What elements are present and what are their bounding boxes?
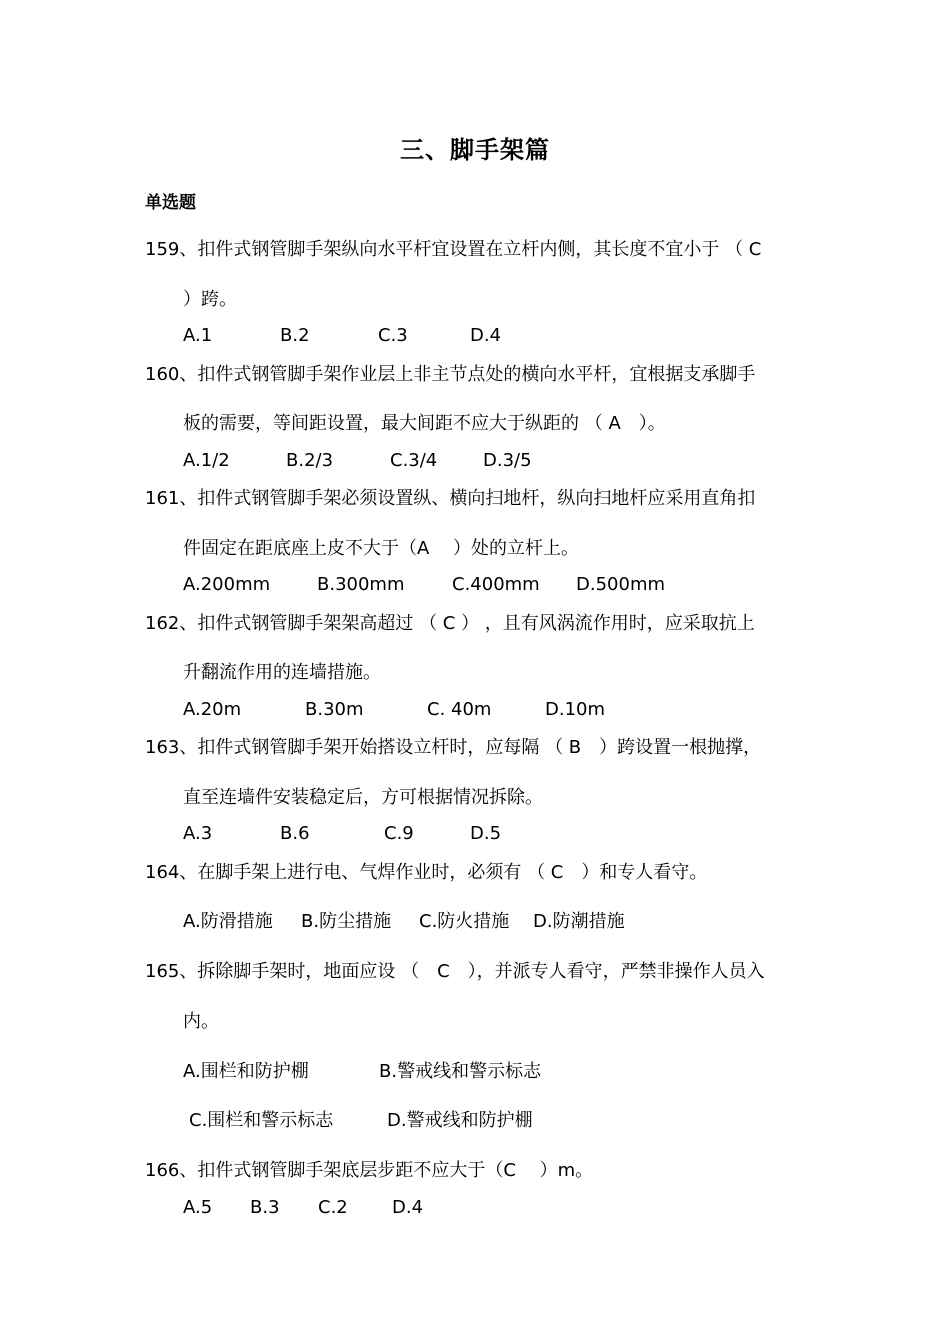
option-c: C.2 <box>318 1197 348 1218</box>
option-a: A.1 <box>183 325 213 346</box>
option-d: D.4 <box>392 1197 424 1218</box>
question-stem: 164、在脚手架上进行电、气焊作业时，必须有 （ C ）和专人看守。 <box>145 862 708 883</box>
question-stem-continuation: 板的需要，等间距设置，最大间距不应大于纵距的 （ A ）。 <box>183 413 666 434</box>
question-stem: 163、扣件式钢管脚手架开始搭设立杆时，应每隔 （ B ）跨设置一根抛撑， <box>145 737 762 758</box>
option-d: D.防潮措施 <box>533 911 625 932</box>
option-b: B.2 <box>280 325 310 346</box>
option-b: B.防尘措施 <box>301 911 392 932</box>
question-stem: 165、拆除脚手架时，地面应设 （ C ），并派专人看守，严禁非操作人员入 <box>145 961 765 982</box>
option-b: B.300mm <box>317 574 405 595</box>
option-c: C. 40m <box>427 699 492 720</box>
option-b: B.2/3 <box>286 450 334 471</box>
option-d: D.3/5 <box>483 450 532 471</box>
question-stem: 166、扣件式钢管脚手架底层步距不应大于（C ）m。 <box>145 1160 594 1181</box>
option-a: A.防滑措施 <box>183 911 273 932</box>
option-d: D.警戒线和防护棚 <box>387 1110 533 1131</box>
option-a: A.5 <box>183 1197 213 1218</box>
question-stem: 162、扣件式钢管脚手架架高超过 （ C ） ，且有风涡流作用时，应采取抗上 <box>145 613 755 634</box>
option-a: A.3 <box>183 823 213 844</box>
question-stem-continuation: 直至连墙件安装稳定后，方可根据情况拆除。 <box>183 787 543 808</box>
option-c: C.3/4 <box>390 450 438 471</box>
option-b: B.30m <box>305 699 364 720</box>
option-a: A.1/2 <box>183 450 230 471</box>
option-b: B.3 <box>250 1197 280 1218</box>
question-stem: 160、扣件式钢管脚手架作业层上非主节点处的横向水平杆，宜根据支承脚手 <box>145 364 756 385</box>
option-a: A.200mm <box>183 574 271 595</box>
option-d: D.5 <box>470 823 502 844</box>
question-stem: 161、扣件式钢管脚手架必须设置纵、横向扫地杆，纵向扫地杆应采用直角扣 <box>145 488 756 509</box>
option-c: C.围栏和警示标志 <box>189 1110 334 1131</box>
option-c: C.9 <box>384 823 414 844</box>
section-heading: 单选题 <box>145 193 196 213</box>
option-d: D.10m <box>545 699 606 720</box>
option-a: A.围栏和防护棚 <box>183 1061 309 1082</box>
option-a: A.20m <box>183 699 242 720</box>
option-c: C.防火措施 <box>419 911 510 932</box>
question-stem-continuation: ）跨。 <box>183 289 237 310</box>
option-b: B.警戒线和警示标志 <box>379 1061 542 1082</box>
option-d: D.4 <box>470 325 502 346</box>
question-stem-continuation: 内。 <box>183 1011 219 1032</box>
question-stem: 159、扣件式钢管脚手架纵向水平杆宜设置在立杆内侧，其长度不宜小于 （ C <box>145 239 762 260</box>
page-title: 三、脚手架篇 <box>400 135 550 164</box>
option-c: C.3 <box>378 325 408 346</box>
question-stem-continuation: 件固定在距底座上皮不大于（A ）处的立杆上。 <box>183 538 580 559</box>
option-b: B.6 <box>280 823 310 844</box>
question-stem-continuation: 升翻流作用的连墙措施。 <box>183 662 381 683</box>
option-d: D.500mm <box>576 574 666 595</box>
option-c: C.400mm <box>452 574 540 595</box>
